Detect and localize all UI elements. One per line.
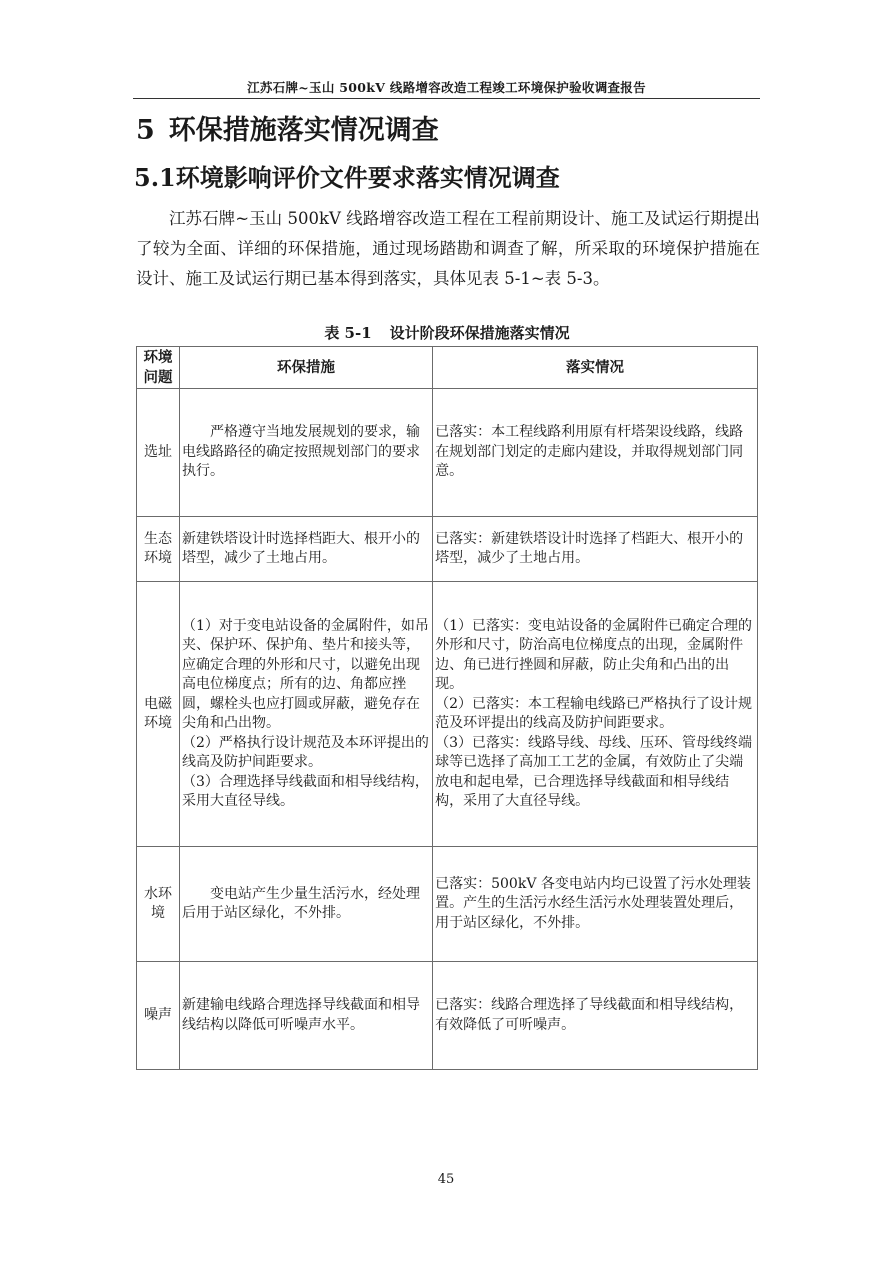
cell-status: 已落实：新建铁塔设计时选择了档距大、根开小的塔型，减少了土地占用。	[433, 517, 758, 582]
cell-measure	[179, 582, 432, 847]
measures-table	[136, 346, 758, 1070]
cell-measure: 新建输电线路合理选择导线截面和相导线结构以降低可听噪声水平。	[179, 962, 432, 1070]
chapter-heading	[136, 108, 439, 147]
chapter-number: 5	[136, 115, 155, 146]
status-item: （3）已落实：线路导线、母线、压环、管母线终端球等已选择了高加工工艺的金属，有效防止了尖端放电和起电晕，已合理选择导线截面和相导线结构，采用了大直径导线。	[435, 734, 753, 809]
cell-measure: 新建铁塔设计时选择档距大、根开小的塔型，减少了土地占用。	[179, 517, 432, 582]
table-caption	[136, 322, 758, 343]
cell-status: 已落实：本工程线路利用原有杆塔架设线路，线路在规划部门划定的走廊内建设，并取得规划部门同意。	[433, 389, 758, 517]
section-number: 5.1	[134, 163, 176, 192]
cell-issue: 水环境	[137, 847, 180, 962]
header-measure: 环保措施	[179, 347, 432, 389]
measure-item: （3）合理选择导线截面和相导线结构，采用大直径导线。	[181, 773, 429, 809]
measure-item: （2）严格执行设计规范及本环评提出的线高及防护间距要求。	[181, 734, 429, 770]
chapter-title: 环保措施落实情况调查	[168, 115, 439, 146]
cell-status	[433, 582, 758, 847]
table-row	[137, 517, 758, 582]
section-title: 环境影响评价文件要求落实情况调查	[175, 163, 560, 192]
table-caption-label: 表 5-1	[324, 324, 372, 342]
table-row	[137, 847, 758, 962]
cell-status: 已落实：500kV 各变电站内均已设置了污水处理装置。产生的生活污水经生活污水处理装置处理后，用于站区绿化，不外排。	[433, 847, 758, 962]
table-header-row	[137, 347, 758, 389]
table-row	[137, 582, 758, 847]
cell-issue: 噪声	[137, 962, 180, 1070]
page-number: 45	[437, 1172, 455, 1187]
cell-issue: 选址	[137, 389, 180, 517]
status-item: （2）已落实：本工程输电线路已严格执行了设计规范及环评提出的线高及防护间距要求。	[435, 695, 753, 731]
cell-status: 已落实：线路合理选择了导线截面和相导线结构，有效降低了可听噪声。	[433, 962, 758, 1070]
cell-measure: 变电站产生少量生活污水，经处理后用于站区绿化，不外排。	[179, 847, 432, 962]
header-issue: 环境问题	[137, 347, 180, 389]
cell-issue: 电磁环境	[137, 582, 180, 847]
section-heading	[134, 158, 560, 193]
table-caption-title: 设计阶段环保措施落实情况	[389, 324, 570, 342]
table-row	[137, 962, 758, 1070]
intro-paragraph: 江苏石牌~玉山 500kV 线路增容改造工程在工程前期设计、施工及试运行期提出了较为全面、详细的环保措施，通过现场踏勘和调查了解，所采取的环境保护措施在设计、施工及试运行期已基本得到落实，具体见表 5-1~表 5-3。	[136, 209, 760, 288]
status-item: （1）已落实：变电站设备的金属附件已确定合理的外形和尺寸，防治高电位梯度点的出现，金属附件边、角已进行挫圆和屏蔽，防止尖角和凸出的出现。	[435, 617, 753, 692]
cell-issue: 生态环境	[137, 517, 180, 582]
cell-measure: 严格遵守当地发展规划的要求，输电线路路径的确定按照规划部门的要求执行。	[179, 389, 432, 517]
header-status: 落实情况	[433, 347, 758, 389]
header-rule	[133, 98, 760, 99]
measure-item: （1）对于变电站设备的金属附件，如吊夹、保护环、保护角、垫片和接头等，应确定合理的外形和尺寸，以避免出现高电位梯度点；所有的边、角都应挫圆，螺栓头也应打圆或屏蔽，避免存在尖角和凸出物。	[181, 617, 429, 731]
table-row	[137, 389, 758, 517]
running-header: 江苏石牌~玉山 500kV 线路增容改造工程竣工环境保护验收调查报告	[247, 80, 646, 95]
